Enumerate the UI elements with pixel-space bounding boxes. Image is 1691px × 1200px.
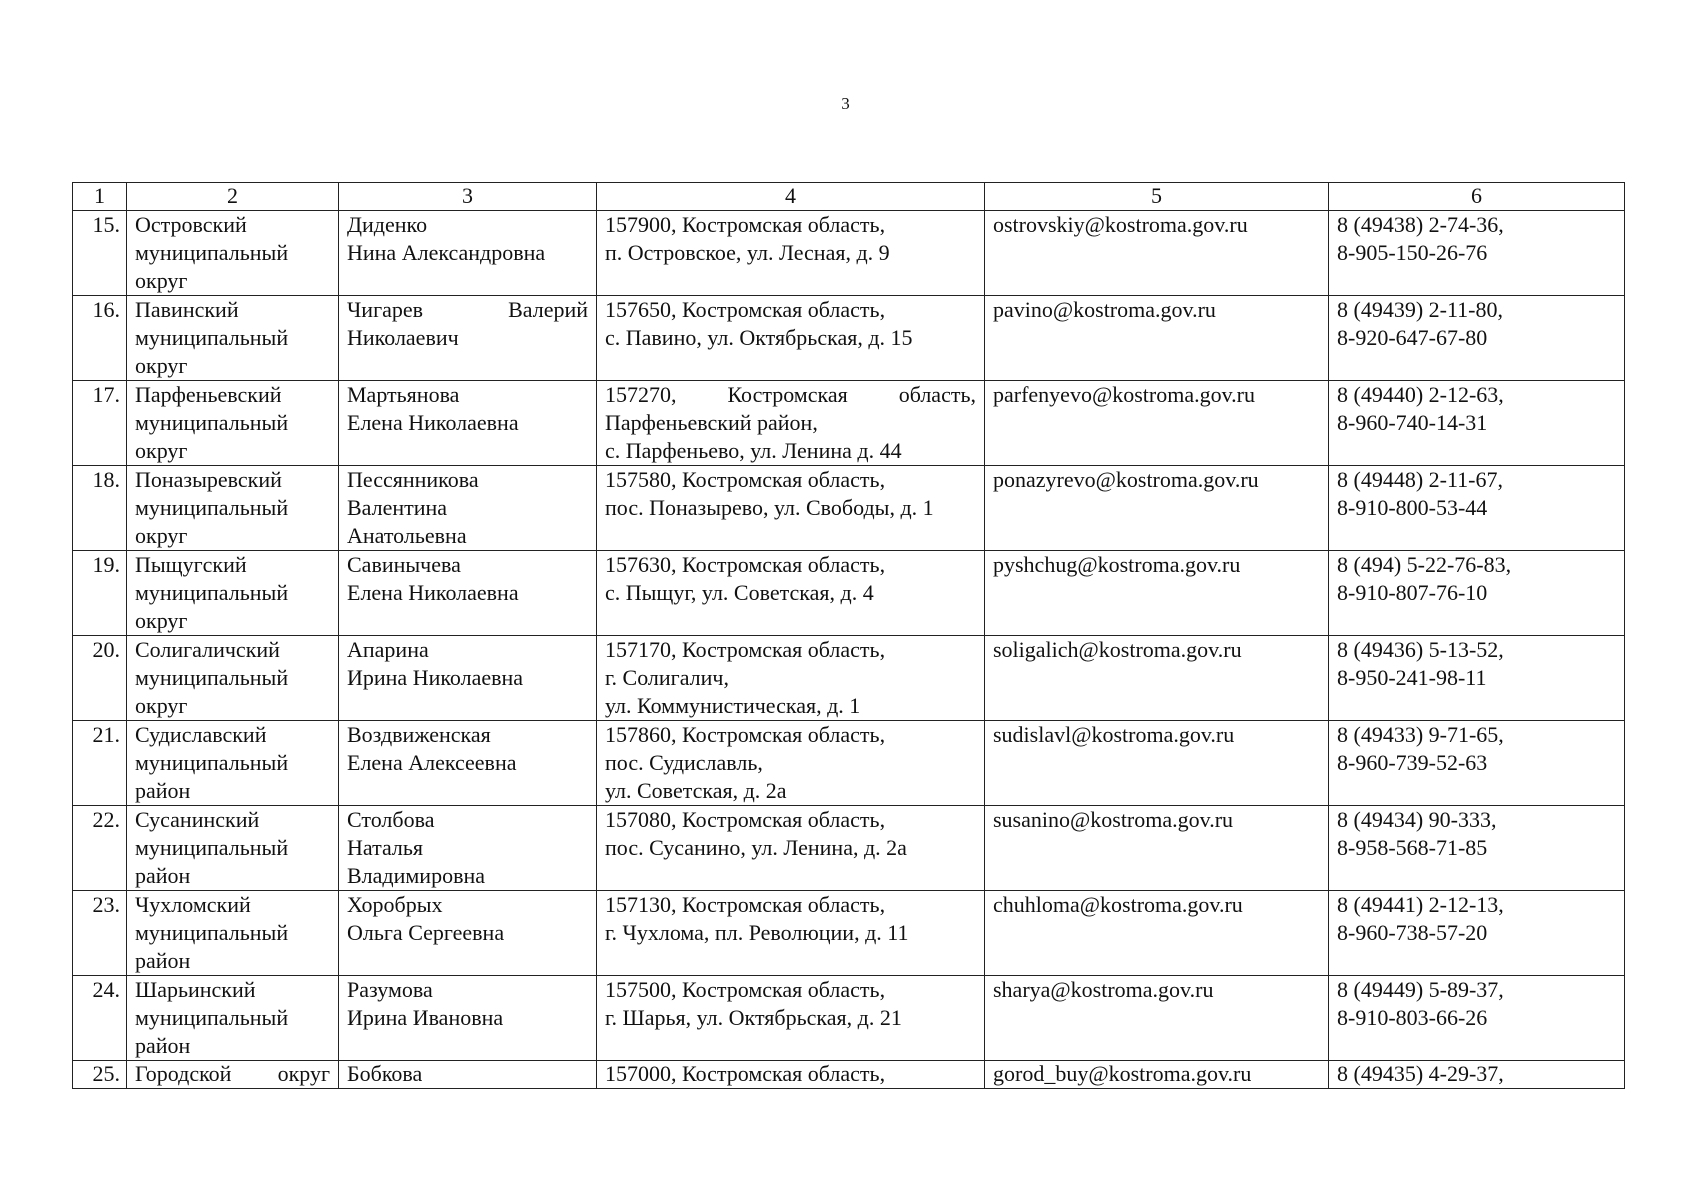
phone-cell [1329, 381, 1625, 466]
address-line: г. Шарья, ул. Октябрьская, д. 21 [605, 1005, 902, 1030]
column-header: 2 [127, 183, 339, 211]
email-cell [985, 636, 1329, 721]
district-line: муниципальный [135, 920, 289, 945]
row-number: 25. [73, 1061, 127, 1089]
address-cell [597, 381, 985, 466]
district-line: муниципальный [135, 1005, 289, 1030]
phone-line: 8 (49441) 2-12-13, [1337, 892, 1504, 917]
head-name-line: Валентина [347, 495, 448, 520]
head-name-cell [339, 211, 597, 296]
head-name-cell [339, 976, 597, 1061]
head-name-line: Пессянникова [347, 467, 479, 492]
phone-line: 8 (49440) 2-12-63, [1337, 382, 1504, 407]
row-number: 16. [73, 296, 127, 381]
email-address[interactable]: ponazyrevo@kostroma.gov.ru [993, 467, 1259, 492]
head-name-line: Нина Александровна [347, 240, 546, 265]
email-cell [985, 976, 1329, 1061]
phone-line: 8 (49438) 2-74-36, [1337, 212, 1504, 237]
address-line: 157630, Костромская область, [605, 552, 886, 577]
email-cell [985, 211, 1329, 296]
address-cell [597, 551, 985, 636]
email-address[interactable]: sudislavl@kostroma.gov.ru [993, 722, 1235, 747]
district-line: муниципальный [135, 750, 289, 775]
district-line: район [135, 863, 191, 888]
district-cell [127, 636, 339, 721]
phone-cell [1329, 806, 1625, 891]
district-line: муниципальный [135, 410, 289, 435]
address-cell [597, 636, 985, 721]
district-cell [127, 296, 339, 381]
phone-line: 8-960-739-52-63 [1337, 750, 1488, 775]
contacts-table-wrapper [72, 182, 1624, 1089]
phone-cell [1329, 636, 1625, 721]
district-line: район [135, 1033, 191, 1058]
district-line: округ [135, 693, 188, 718]
phone-line: 8-910-800-53-44 [1337, 495, 1488, 520]
table-header-row [73, 183, 1625, 211]
address-word: область, [898, 382, 976, 407]
phone-line: 8-910-807-76-10 [1337, 580, 1488, 605]
row-number: 18. [73, 466, 127, 551]
district-line: муниципальный [135, 495, 289, 520]
district-line: муниципальный [135, 240, 289, 265]
row-number: 22. [73, 806, 127, 891]
phone-cell [1329, 211, 1625, 296]
phone-line: 8 (49435) 4-29-37, [1337, 1061, 1504, 1086]
head-name-line: Анатольевна [347, 523, 467, 548]
district-line: муниципальный [135, 325, 289, 350]
email-address[interactable]: chuhloma@kostroma.gov.ru [993, 892, 1243, 917]
district-cell [127, 551, 339, 636]
head-name-line: Савинычева [347, 552, 461, 577]
phone-cell [1329, 551, 1625, 636]
table-row [73, 551, 1625, 636]
district-cell [127, 976, 339, 1061]
head-name-line: Елена Николаевна [347, 410, 519, 435]
email-cell [985, 721, 1329, 806]
email-address[interactable]: susanino@kostroma.gov.ru [993, 807, 1234, 832]
phone-line: 8-910-803-66-26 [1337, 1005, 1488, 1030]
row-number: 21. [73, 721, 127, 806]
address-line: 157900, Костромская область, [605, 212, 886, 237]
contacts-table [72, 182, 1625, 1089]
row-number: 23. [73, 891, 127, 976]
address-line: 157170, Костромская область, [605, 637, 886, 662]
district-line: район [135, 948, 191, 973]
head-name-line: Елена Алексеевна [347, 750, 517, 775]
address-line: 157000, Костромская область, [605, 1061, 886, 1086]
district-line: Пыщугский [135, 552, 247, 577]
district-line: Парфеньевский [135, 382, 282, 407]
phone-cell [1329, 721, 1625, 806]
address-line: 157130, Костромская область, [605, 892, 886, 917]
district-line: Шарьинский [135, 977, 256, 1002]
head-first-name: Валерий [508, 297, 588, 322]
head-name-line: Апарина [347, 637, 429, 662]
phone-line: 8-960-740-14-31 [1337, 410, 1488, 435]
head-name-line: Воздвиженская [347, 722, 491, 747]
table-row [73, 466, 1625, 551]
phone-cell [1329, 1061, 1625, 1089]
phone-line: 8-920-647-67-80 [1337, 325, 1488, 350]
head-name-cell [339, 466, 597, 551]
table-row [73, 381, 1625, 466]
email-cell [985, 466, 1329, 551]
email-address[interactable]: parfenyevo@kostroma.gov.ru [993, 382, 1255, 407]
phone-line: 8-960-738-57-20 [1337, 920, 1488, 945]
head-name-line: Владимировна [347, 863, 486, 888]
address-cell [597, 976, 985, 1061]
address-line: с. Пыщуг, ул. Советская, д. 4 [605, 580, 874, 605]
address-word: 157270, [605, 382, 677, 407]
address-line: с. Павино, ул. Октябрьская, д. 15 [605, 325, 913, 350]
email-address[interactable]: soligalich@kostroma.gov.ru [993, 637, 1242, 662]
phone-cell [1329, 891, 1625, 976]
district-line: муниципальный [135, 835, 289, 860]
email-address[interactable]: gorod_buy@kostroma.gov.ru [993, 1061, 1252, 1086]
row-number: 19. [73, 551, 127, 636]
head-name-cell [339, 636, 597, 721]
district-line: Островский [135, 212, 247, 237]
district-line: округ [135, 438, 188, 463]
head-name-line: Бобкова [347, 1061, 423, 1086]
address-line: пос. Судиславль, [605, 750, 763, 775]
district-line: округ [135, 268, 188, 293]
district-cell [127, 721, 339, 806]
address-line: пос. Сусанино, ул. Ленина, д. 2а [605, 835, 907, 860]
address-line: г. Чухлома, пл. Революции, д. 11 [605, 920, 909, 945]
column-header: 1 [73, 183, 127, 211]
email-cell [985, 891, 1329, 976]
address-line: ул. Советская, д. 2а [605, 778, 787, 803]
address-cell [597, 296, 985, 381]
district-line: муниципальный [135, 580, 289, 605]
phone-line: 8-950-241-98-11 [1337, 665, 1487, 690]
head-name-cell [339, 296, 597, 381]
phone-line: 8 (49448) 2-11-67, [1337, 467, 1503, 492]
page-number: 3 [841, 94, 850, 113]
row-number: 24. [73, 976, 127, 1061]
phone-line: 8 (49434) 90-333, [1337, 807, 1497, 832]
head-name-line: Хоробрых [347, 892, 443, 917]
email-cell [985, 296, 1329, 381]
head-name-line: Ирина Николаевна [347, 665, 524, 690]
head-name-line: Ольга Сергеевна [347, 920, 505, 945]
email-cell [985, 806, 1329, 891]
address-line: 157080, Костромская область, [605, 807, 886, 832]
address-line: ул. Коммунистическая, д. 1 [605, 693, 861, 718]
district-line [135, 1061, 330, 1087]
address-cell [597, 806, 985, 891]
email-address[interactable]: ostrovskiy@kostroma.gov.ru [993, 212, 1248, 237]
address-line: п. Островское, ул. Лесная, д. 9 [605, 240, 890, 265]
district-cell [127, 381, 339, 466]
row-number: 15. [73, 211, 127, 296]
head-name-line: Елена Николаевна [347, 580, 519, 605]
email-address[interactable]: sharya@kostroma.gov.ru [993, 977, 1214, 1002]
district-line: округ [135, 523, 188, 548]
head-name-line: Мартьянова [347, 382, 460, 407]
address-line: Парфеньевский район, [605, 410, 818, 435]
head-surname: Чигарев [347, 297, 424, 322]
head-name-cell [339, 721, 597, 806]
district-line: Павинский [135, 297, 239, 322]
head-name-line: Ирина Ивановна [347, 1005, 504, 1030]
district-line: округ [135, 353, 188, 378]
address-line [605, 381, 976, 409]
column-header: 6 [1329, 183, 1625, 211]
district-line: Сусанинский [135, 807, 260, 832]
table-row [73, 1061, 1625, 1089]
phone-line: 8-958-568-71-85 [1337, 835, 1488, 860]
head-name-cell [339, 551, 597, 636]
district-line: муниципальный [135, 665, 289, 690]
district-line: Судиславский [135, 722, 267, 747]
address-line: 157650, Костромская область, [605, 297, 886, 322]
column-header: 4 [597, 183, 985, 211]
district-cell [127, 891, 339, 976]
address-cell [597, 211, 985, 296]
table-row [73, 296, 1625, 381]
head-name-line: Наталья [347, 835, 424, 860]
phone-line: 8 (49449) 5-89-37, [1337, 977, 1504, 1002]
district-word: Городской [135, 1061, 232, 1086]
table-row [73, 976, 1625, 1061]
address-line: 157500, Костромская область, [605, 977, 886, 1002]
district-word: округ [277, 1061, 330, 1086]
district-line: Поназыревский [135, 467, 282, 492]
address-line: 157580, Костромская область, [605, 467, 886, 492]
email-cell [985, 1061, 1329, 1089]
address-cell [597, 466, 985, 551]
head-name-line: Диденко [347, 212, 428, 237]
address-line: с. Парфеньево, ул. Ленина д. 44 [605, 438, 902, 463]
table-row [73, 891, 1625, 976]
phone-line: 8 (49436) 5-13-52, [1337, 637, 1504, 662]
table-row [73, 806, 1625, 891]
district-line: район [135, 778, 191, 803]
email-address[interactable]: pyshchug@kostroma.gov.ru [993, 552, 1241, 577]
table-row [73, 636, 1625, 721]
head-name-line [347, 296, 588, 324]
email-address[interactable]: pavino@kostroma.gov.ru [993, 297, 1216, 322]
head-name-line: Николаевич [347, 325, 459, 350]
phone-line: 8 (49433) 9-71-65, [1337, 722, 1504, 747]
district-line: Солигаличский [135, 637, 280, 662]
district-cell [127, 466, 339, 551]
row-number: 17. [73, 381, 127, 466]
address-cell [597, 721, 985, 806]
phone-cell [1329, 296, 1625, 381]
address-word: Костромская [727, 382, 848, 407]
phone-line: 8 (49439) 2-11-80, [1337, 297, 1503, 322]
table-row [73, 721, 1625, 806]
address-line: г. Солигалич, [605, 665, 729, 690]
column-header: 3 [339, 183, 597, 211]
district-line: Чухломский [135, 892, 251, 917]
phone-line: 8-905-150-26-76 [1337, 240, 1488, 265]
phone-cell [1329, 976, 1625, 1061]
head-name-cell [339, 1061, 597, 1089]
address-line: пос. Поназырево, ул. Свободы, д. 1 [605, 495, 934, 520]
district-cell [127, 211, 339, 296]
head-name-cell [339, 891, 597, 976]
row-number: 20. [73, 636, 127, 721]
table-row [73, 211, 1625, 296]
phone-cell [1329, 466, 1625, 551]
head-name-cell [339, 381, 597, 466]
address-cell [597, 891, 985, 976]
column-header: 5 [985, 183, 1329, 211]
head-name-line: Разумова [347, 977, 433, 1002]
address-cell [597, 1061, 985, 1089]
phone-line: 8 (494) 5-22-76-83, [1337, 552, 1512, 577]
district-cell [127, 806, 339, 891]
district-line: округ [135, 608, 188, 633]
head-name-cell [339, 806, 597, 891]
email-cell [985, 381, 1329, 466]
head-name-line: Столбова [347, 807, 435, 832]
email-cell [985, 551, 1329, 636]
address-line: 157860, Костромская область, [605, 722, 886, 747]
district-cell [127, 1061, 339, 1089]
